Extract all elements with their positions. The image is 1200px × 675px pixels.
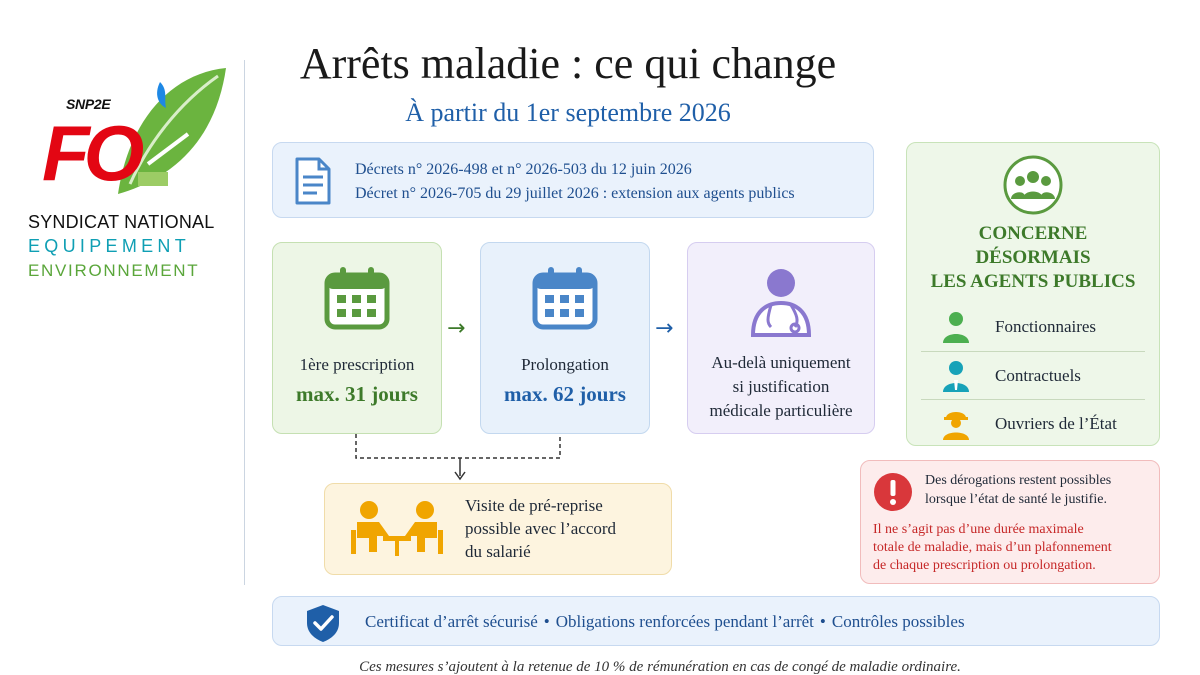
arrow-right-icon: → — [447, 316, 466, 341]
warning-box — [860, 460, 1160, 584]
step-label: 1ère prescription — [299, 355, 415, 374]
person-tie-icon — [941, 360, 971, 392]
bullet-separator: • — [543, 612, 550, 631]
agent-category-row — [921, 399, 1145, 445]
decree-line-1: Décrets n° 2026-498 et n° 2026-503 du 12 juin 2026 — [355, 161, 692, 178]
visit-text-line: Visite de pré-reprise — [465, 496, 603, 515]
fo-brand: FO — [42, 109, 139, 197]
agent-category-label: Fonctionnaires — [995, 317, 1097, 336]
step-text-line: Au-delà uniquement — [711, 353, 851, 372]
logo-line-3: ENVIRONNEMENT — [28, 261, 200, 280]
step-text-line: si justification — [732, 377, 830, 396]
logo-line-1: SYNDICAT NATIONAL — [28, 212, 215, 232]
shield-check-icon — [305, 603, 341, 643]
step-extension — [480, 242, 650, 434]
exclamation-icon — [873, 472, 913, 512]
person-icon — [941, 311, 971, 343]
visit-text-line: possible avec l’accord — [465, 519, 617, 538]
arrow-right-icon: → — [655, 316, 674, 341]
worker-helmet-icon — [941, 408, 971, 440]
decree-line-2: Décret n° 2026-705 du 29 juillet 2026 : extension aux agents publics — [355, 185, 795, 202]
page-subtitle: À partir du 1er septembre 2026 — [405, 98, 731, 127]
agent-category-label: Contractuels — [995, 366, 1081, 385]
step-beyond — [687, 242, 875, 434]
agent-category-row — [921, 303, 1145, 349]
agent-category-label: Ouvriers de l’État — [995, 414, 1117, 433]
document-icon — [293, 157, 333, 205]
step-label: Prolongation — [521, 355, 609, 374]
calendar-icon — [532, 265, 598, 331]
calendar-icon — [324, 265, 390, 331]
union-acronym: SNP2E — [66, 96, 111, 112]
logo-line-2: EQUIPEMENT — [28, 236, 191, 256]
step-max-duration: max. 31 jours — [296, 382, 418, 406]
warning-text-line: lorsque l’état de santé le justifie. — [925, 492, 1107, 507]
union-logo — [22, 60, 232, 290]
step-first-prescription — [272, 242, 442, 434]
measure-item: Certificat d’arrêt sécurisé — [365, 612, 538, 631]
warning-text-line: Des dérogations restent possibles — [925, 473, 1112, 488]
concerne-title-line: DÉSORMAIS — [975, 247, 1091, 268]
public-agents-box — [906, 142, 1160, 446]
warning-red-line: de chaque prescription ou prolongation. — [873, 558, 1096, 573]
warning-red-line: totale de maladie, mais d’un plafonnement — [873, 540, 1112, 555]
step-max-duration: max. 62 jours — [504, 382, 626, 406]
visit-text-line: du salarié — [465, 542, 531, 561]
vertical-divider — [244, 60, 245, 585]
group-icon — [1003, 155, 1063, 215]
step-text-line: médicale particulière — [709, 401, 853, 420]
pre-return-visit-box — [324, 483, 672, 575]
warning-red-line: Il ne s’agit pas d’une durée maximale — [873, 522, 1084, 537]
measures-list — [365, 612, 965, 632]
dashed-connector — [350, 434, 570, 484]
agent-category-row — [921, 351, 1145, 397]
meeting-icon — [349, 500, 445, 560]
decrees-box — [272, 142, 874, 218]
concerne-title-line: CONCERNE — [978, 223, 1088, 244]
concerne-title-line: LES AGENTS PUBLICS — [930, 271, 1136, 292]
measures-bar — [272, 596, 1160, 646]
measure-item: Obligations renforcées pendant l’arrêt — [555, 612, 814, 631]
footer-note: Ces mesures s’ajoutent à la retenue de 10 % de rémunération en cas de congé de maladie ordinaire. — [359, 659, 961, 675]
measure-item: Contrôles possibles — [831, 612, 965, 631]
page-title: Arrêts maladie : ce qui change — [299, 39, 837, 88]
doctor-icon — [745, 265, 817, 337]
bullet-separator: • — [819, 612, 826, 631]
